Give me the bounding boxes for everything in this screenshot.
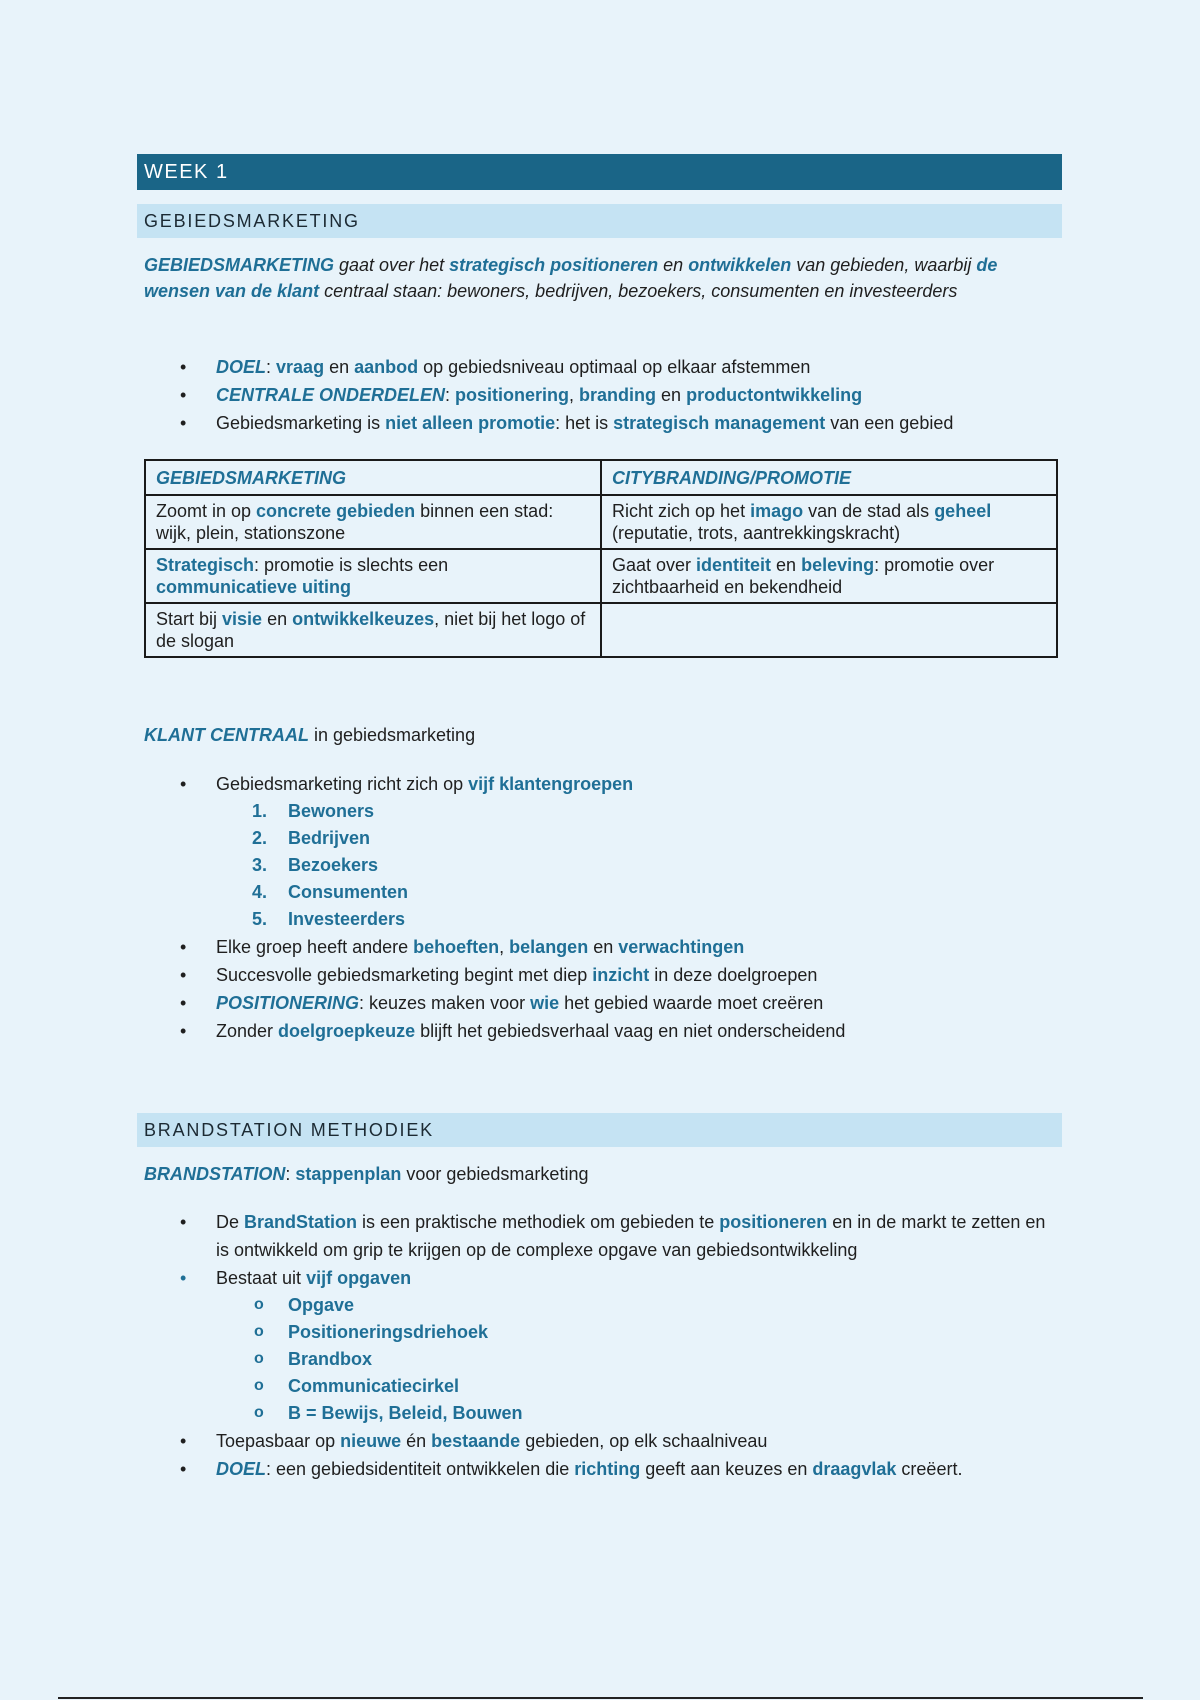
list-item: • POSITIONERING: keuzes maken voor wie het gebied waarde moet creëren: [144, 989, 1054, 1017]
table-header-cell: CITYBRANDING/PROMOTIE: [601, 460, 1057, 495]
list-item: • Succesvolle gebiedsmarketing begint met diep inzicht in deze doelgroepen: [144, 961, 1054, 989]
section-heading-brandstation: BRANDSTATION METHODIEK: [137, 1113, 1062, 1147]
goal-bullet-list: [144, 353, 1054, 437]
comparison-table: [144, 459, 1058, 658]
list-item: 5. Investeerders: [252, 909, 406, 929]
list-item: 3. Bezoekers: [252, 855, 379, 875]
list-item: o B = Bewijs, Beleid, Bouwen: [216, 1400, 1054, 1427]
list-item: • Bestaat uit vijf opgaven o Opgave o Positioneringsdriehoek o Brandbox o Communicatiecirkel o B = Bewijs, Beleid, Bouwen: [144, 1264, 1054, 1427]
list-item: • DOEL: vraag en aanbod op gebiedsniveau optimaal op elkaar afstemmen: [144, 353, 1054, 381]
table-cell: Richt zich op het imago van de stad als geheel (reputatie, trots, aantrekkingskracht): [601, 495, 1057, 549]
table-header-cell: GEBIEDSMARKETING: [145, 460, 601, 495]
list-item: • Elke groep heeft andere behoeften, belangen en verwachtingen: [144, 933, 1054, 961]
table-row: [145, 603, 1057, 657]
list-item: o Communicatiecirkel: [216, 1373, 1054, 1400]
list-item: • Zonder doelgroepkeuze blijft het gebiedsverhaal vaag en niet onderscheidend: [144, 1017, 1054, 1045]
table-cell: Start bij visie en ontwikkelkeuzes, niet bij het logo of de slogan: [145, 603, 601, 657]
table-cell: Strategisch: promotie is slechts een communicatieve uiting: [145, 549, 601, 603]
klant-bullet-list: [144, 770, 1054, 1045]
list-item: • CENTRALE ONDERDELEN: positionering, branding en productontwikkeling: [144, 381, 1054, 409]
week-heading: WEEK 1: [137, 154, 1062, 190]
brandstation-lead: BRANDSTATION: stappenplan voor gebiedsmarketing: [144, 1164, 589, 1184]
list-item: 1. Bewoners: [252, 801, 375, 821]
table-cell: Gaat over identiteit en beleving: promotie over zichtbaarheid en bekendheid: [601, 549, 1057, 603]
intro-paragraph: GEBIEDSMARKETING gaat over het strategisch positioneren en ontwikkelen van gebieden, waarbij de wensen van de klant centraal staan: bewoners, bedrijven, bezoekers, consumenten en investeerders: [144, 255, 998, 301]
brandstation-bullet-list: [144, 1208, 1054, 1483]
klant-centraal-heading: KLANT CENTRAAL in gebiedsmarketing: [144, 725, 476, 745]
list-item: • Gebiedsmarketing is niet alleen promotie: het is strategisch management van een gebied: [144, 409, 1054, 437]
customer-group-list: [216, 798, 1054, 933]
list-item: o Brandbox: [216, 1346, 1054, 1373]
list-item: • Gebiedsmarketing richt zich op vijf klantengroepen 1. Bewoners 2. Bedrijven 3. Bezoekers 4. Consumenten 5. Investeerders: [144, 770, 1054, 933]
list-item: 4. Consumenten: [252, 882, 409, 902]
list-item: • Toepasbaar op nieuwe én bestaande gebieden, op elk schaalniveau: [144, 1427, 1054, 1455]
table-cell: Zoomt in op concrete gebieden binnen een stad: wijk, plein, stationszone: [145, 495, 601, 549]
table-row: [145, 495, 1057, 549]
table-cell: [601, 603, 1057, 657]
opgaven-list: [216, 1292, 1054, 1427]
table-row: [145, 549, 1057, 603]
list-item: • DOEL: een gebiedsidentiteit ontwikkelen die richting geeft aan keuzes en draagvlak creëert.: [144, 1455, 1054, 1483]
list-item: 2. Bedrijven: [252, 828, 371, 848]
section-heading-gebiedsmarketing: GEBIEDSMARKETING: [137, 204, 1062, 238]
list-item: o Positioneringsdriehoek: [216, 1319, 1054, 1346]
list-item: • De BrandStation is een praktische methodiek om gebieden te positioneren en in de markt te zetten en is ontwikkeld om grip te krijgen op de complexe opgave van gebiedsontwikkeling: [144, 1208, 1054, 1264]
page-bottom-divider: [58, 1697, 1143, 1699]
list-item: o Opgave: [216, 1292, 1054, 1319]
table-row: [145, 460, 1057, 495]
